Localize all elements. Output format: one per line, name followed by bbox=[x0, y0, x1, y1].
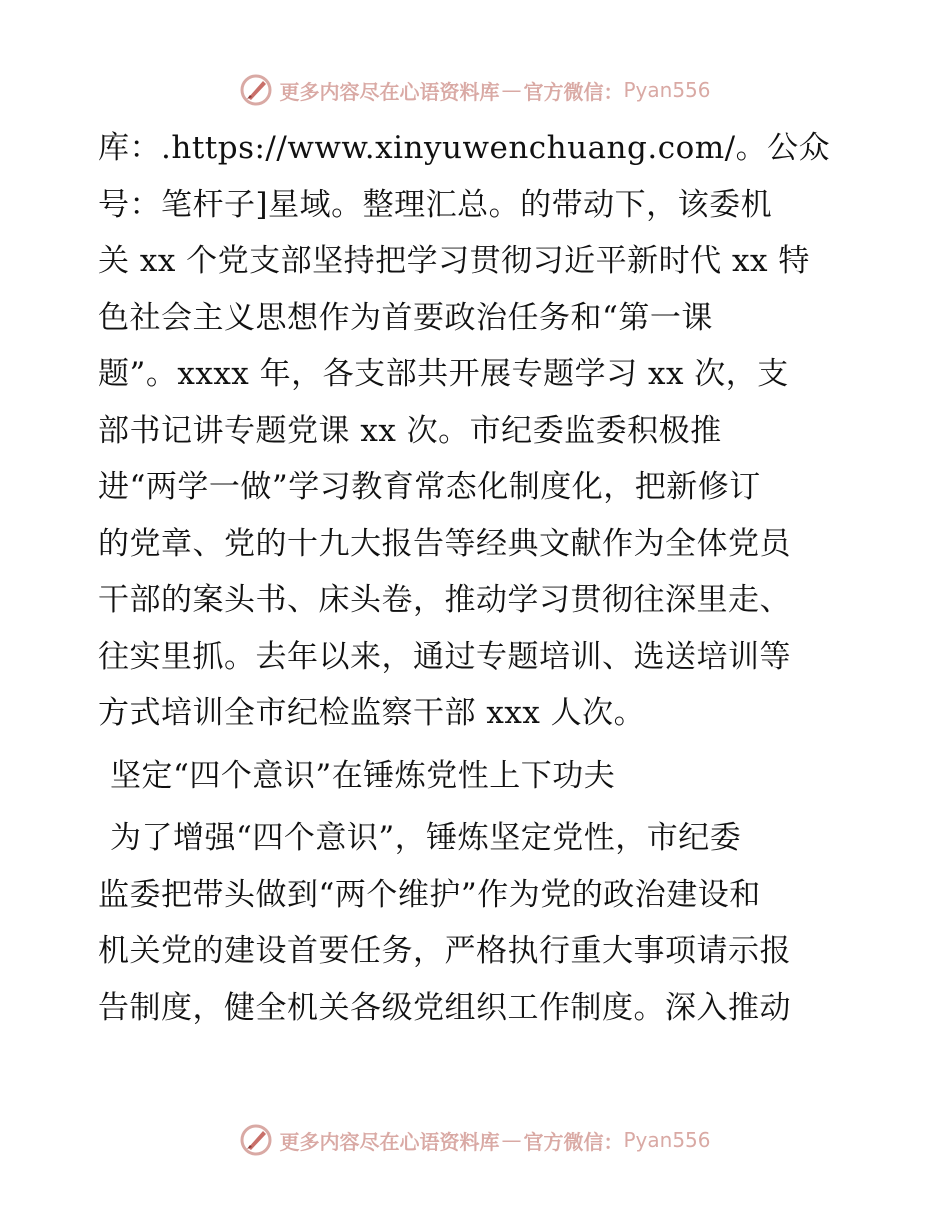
watermark-brand: 更多内容尽在心语资料库 bbox=[279, 79, 500, 104]
watermark-wechat-id: Pyan556 bbox=[623, 1128, 711, 1152]
text-line: 色社会主义思想作为首要政治任务和“第一课 bbox=[98, 299, 713, 336]
watermark-wechat-label: 官方微信： bbox=[523, 1129, 624, 1154]
paragraph-2 bbox=[98, 810, 858, 1036]
watermark-brand: 更多内容尽在心语资料库 bbox=[279, 1129, 500, 1154]
quill-logo-icon bbox=[239, 1123, 273, 1157]
watermark-separator: — bbox=[501, 78, 522, 102]
quill-logo-icon bbox=[239, 73, 273, 107]
text-line: 进“两学一做”学习教育常态化制度化，把新修订 bbox=[98, 469, 761, 505]
document-body bbox=[98, 120, 858, 1036]
watermark-wechat-label: 官方微信： bbox=[523, 79, 624, 104]
text-line: 库：.https://www.xinyuwenchuang.com/。公众 bbox=[98, 130, 831, 166]
section-heading: 坚定“四个意识”在锤炼党性上下功夫 bbox=[110, 757, 616, 794]
text-line: 题”。xxxx 年，各支部共开展专题学习 xx 次，支 bbox=[98, 356, 789, 392]
footer-watermark bbox=[0, 1120, 950, 1160]
text-line: 的党章、党的十九大报告等经典文献作为全体党员 bbox=[98, 525, 791, 562]
text-line: 为了增强“四个意识”，锤炼坚定党性，市纪委 bbox=[110, 820, 742, 856]
paragraph-1 bbox=[98, 120, 858, 742]
text-line: 告制度，健全机关各级党组织工作制度。深入推动 bbox=[98, 989, 791, 1026]
watermark-separator: — bbox=[501, 1128, 522, 1152]
text-line: 监委把带头做到“两个维护”作为党的政治建设和 bbox=[98, 876, 761, 913]
text-line: 干部的案头书、床头卷，推动学习贯彻往深里走、 bbox=[98, 582, 791, 618]
watermark-wechat-id: Pyan556 bbox=[623, 78, 711, 102]
header-watermark bbox=[0, 70, 950, 110]
text-line: 往实里抓。去年以来，通过专题培训、选送培训等 bbox=[98, 638, 791, 675]
text-line: 机关党的建设首要任务，严格执行重大事项请示报 bbox=[98, 933, 791, 969]
text-line: 部书记讲专题党课 xx 次。市纪委监委积极推 bbox=[98, 412, 722, 449]
text-line: 号：笔杆子]星域。整理汇总。的带动下，该委机 bbox=[98, 186, 773, 223]
text-line: 关 xx 个党支部坚持把学习贯彻习近平新时代 xx 特 bbox=[98, 243, 810, 279]
text-line: 方式培训全市纪检监察干部 xxx 人次。 bbox=[98, 695, 646, 731]
